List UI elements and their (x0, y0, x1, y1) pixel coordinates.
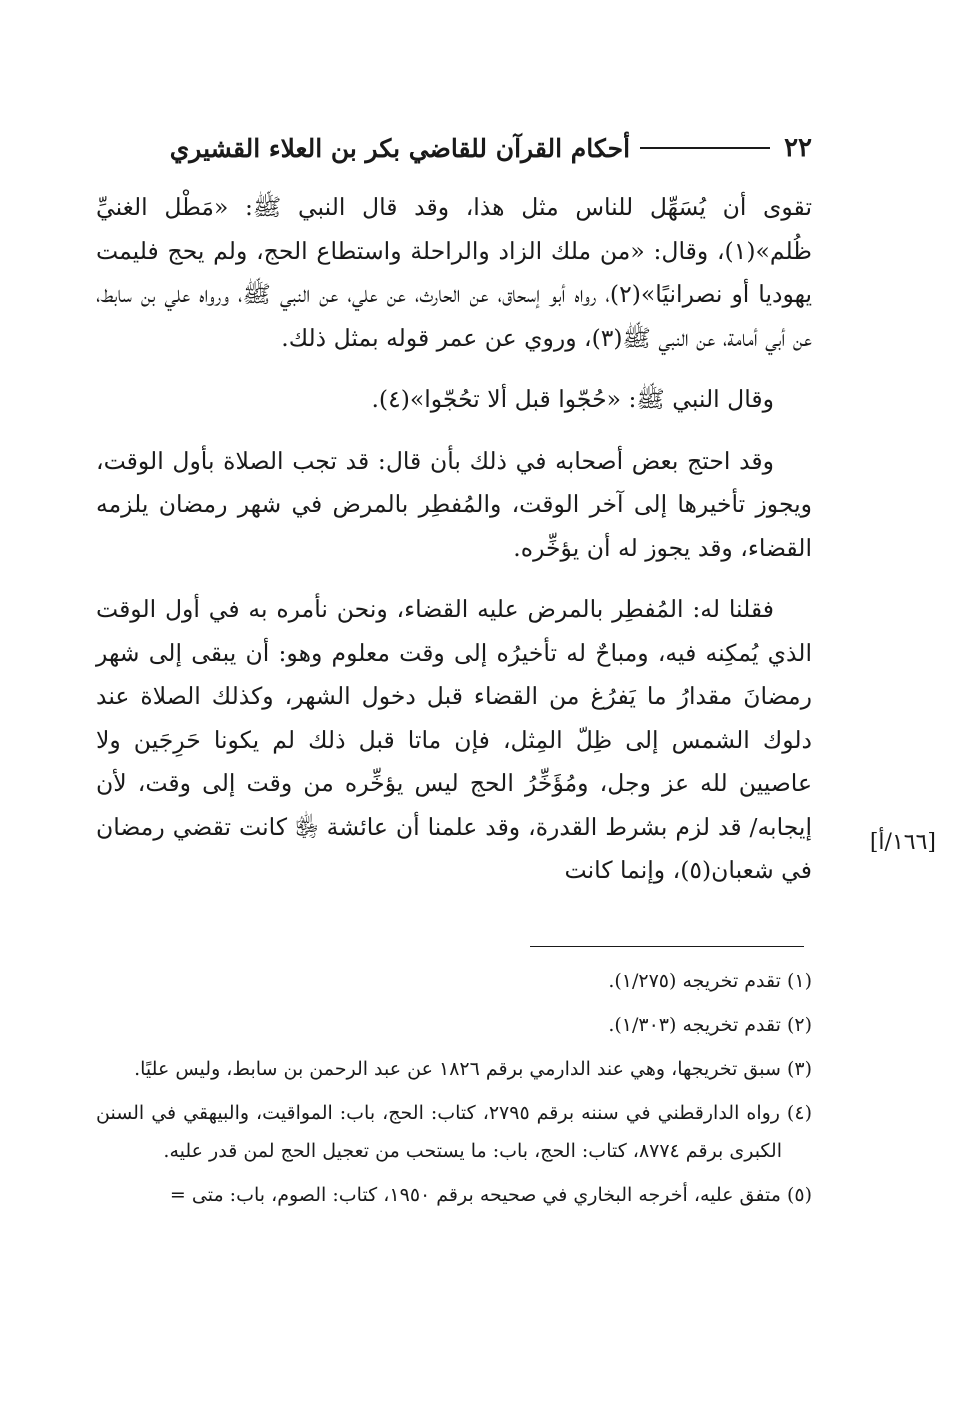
footnote: (١) تقدم تخريجه (١/٢٧٥). (608, 970, 812, 992)
footnote: (٢) تقدم تخريجه (١/٣٠٣). (608, 1014, 812, 1036)
paragraph: وقال النبي ﷺ: «حُجّوا قبل ألا تحُجّوا»(٤). (371, 385, 774, 413)
page-number: ٢٢ (784, 133, 812, 163)
main-text (96, 186, 812, 911)
footnote: (٤) رواه الدارقطني في سننه برقم ٢٧٩٥، كتاب: الحج، باب: المواقيت، والبيهقي في السنن الكبرى برقم ٨٧٧٤، كتاب: الحج، باب: ما يستحب من تعجيل الحج لمن قدر عليه. (96, 1102, 812, 1162)
header-rule (640, 147, 770, 149)
footnote-separator (530, 946, 804, 947)
running-header (90, 128, 812, 168)
paragraph: فقلنا له: المُفطِر بالمرض عليه القضاء، ونحن نأمره به في أول الوقت الذي يُمكِنه فيه، ومباحٌ له تأخيرُه إلى وقت معلوم وهو: أن يبقى إلى شهر رمضانَ مقدارُ ما يَفرُغ من القضاء قبل دخول الشهر، وكذلك الصلاة عند دلوك الشمس إلى ظِلّ المِثل، فإن ماتا قبل ذلك لم يكونا حَرِجَين ولا عاصيين لله عز وجل، ومُؤَخِّرُ الحج ليس يؤخِّره من وقت إلى وقت، لأن إيجابه/ قد لزم بشرط القدرة، وقد علمنا أن عائشة ﵂ كانت تقضي رمضان في شعبان(٥)، وإنما كانت (96, 595, 812, 884)
running-title: أحكام القرآن للقاضي بكر بن العلاء القشيري (169, 133, 631, 163)
footnote: (٣) سبق تخريجها، وهي عند الدارمي برقم ١٨٢٦ عن عبد الرحمن بن سابط، وليس عليًا. (134, 1058, 812, 1080)
footnotes (96, 962, 812, 1220)
manuscript-folio-marker: [١٦٦/أ] (869, 830, 936, 855)
paragraph: وقد احتج بعض أصحابه في ذلك بأن قال: قد تجب الصلاة بأول الوقت، ويجوز تأخيرها إلى آخر الوقت، والمُفطِر بالمرض في شهر رمضان يلزمه القضاء، وقد يجوز له أن يؤخِّره. (96, 446, 812, 562)
footnote: (٥) متفق عليه، أخرجه البخاري في صحيحه برقم ١٩٥٠، كتاب: الصوم، باب: متى = (169, 1184, 812, 1206)
paragraph: تقوى أن يُسَهِّل للناس مثل هذا، وقد قال النبي ﷺ: «مَطْل الغنيِّ ظُلم»(١)، وقال: «من ملك الزاد والراحلة واستطاع الحج، ولم يحج فليمت يهوديا أو نصرانيًا»(٢)، رواه أبو إسحاق، عن الحارث، عن علي، عن النبي ﷺ، ورواه علي بن سابط، عن أبي أمامة، عن النبي ﷺ(٣)، وروي عن عمر قوله بمثل ذلك. (96, 193, 812, 352)
